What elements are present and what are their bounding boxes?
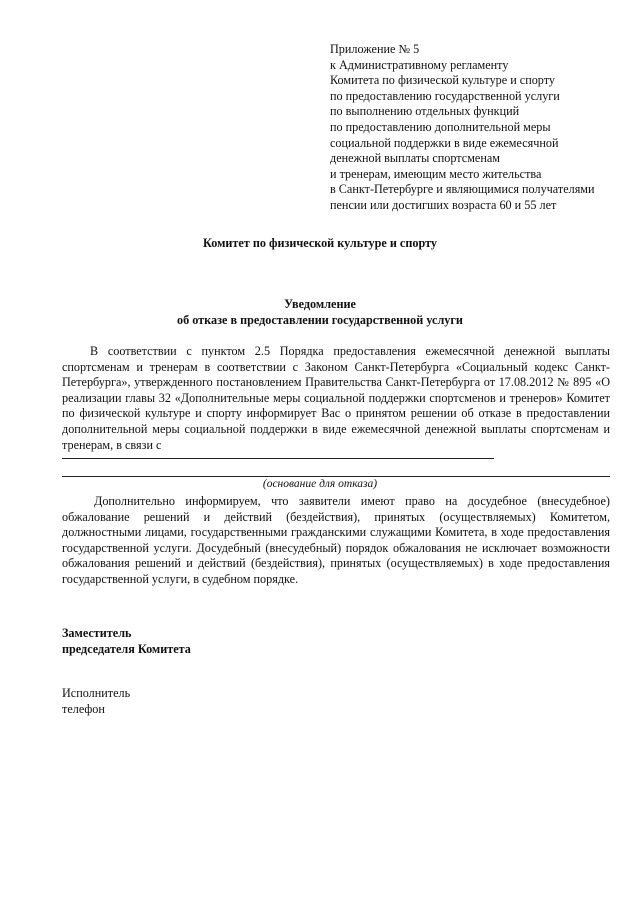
notice-paragraph-1: В соответствии с пунктом 2.5 Порядка предоставления ежемесячной денежной выплаты спортсменам и тренерам в соответствии с Законом Санкт-Петербурга «Социальный кодекс Санкт-Петербурга», утвержденного постановлением Правительства Санкт-Петербурга от 17.08.2012 № 895 «О реализации главы 32 «Дополнительные меры социальной поддержки спортсменов и тренеров» Комитет по физической культуре и спорту информирует Вас о принятом решении об отказе в предоставлении дополнительной меры социальной поддержки в виде ежемесячной денежной выплаты спортсменам и тренерам, в связи с (62, 344, 610, 452)
appendix-line: по выполнению отдельных функций (330, 104, 520, 119)
notice-title-line1: Уведомление (284, 297, 356, 311)
committee-title: Комитет по физической культуре и спорту (203, 236, 437, 250)
appendix-line: Комитета по физической культуре и спорту (330, 73, 555, 88)
appendix-line: по предоставлению государственной услуги (330, 88, 560, 103)
signature-position-line2: председателя Комитета (62, 641, 191, 656)
signature-block (62, 626, 191, 657)
executor-block (62, 686, 130, 717)
appendix-line: в Санкт-Петербурге и являющимися получателями (330, 182, 595, 197)
notice-title-line2: об отказе в предоставлении государственной услуги (177, 312, 463, 327)
appendix-line: по предоставлению дополнительной меры (330, 119, 551, 134)
notice-paragraph-2: Дополнительно информируем, что заявители имеют право на досудебное (внесудебное) обжалование решений и действий (бездействия), принятых (осуществляемых) Комитетом, должностными лицами, государственными гражданскими служащими Комитета, в ходе предоставления государственной услуги. Досудебный (внесудебный) порядок обжалования не исключает возможности обжалования решений и действий (бездействия), принятых (осуществляемых) в ходе предоставления государственной услуги, в судебном порядке. (62, 494, 610, 586)
phone-label: телефон (62, 701, 105, 716)
reason-fill-line-full (62, 476, 610, 477)
signature-position-line1: Заместитель (62, 626, 132, 640)
appendix-line: Приложение № 5 (330, 42, 420, 56)
notice-title (0, 297, 640, 328)
basis-caption: (основание для отказа) (262, 478, 378, 490)
appendix-line: социальной поддержки в виде ежемесячной (330, 135, 559, 150)
appendix-line: пенсии или достигших возраста 60 и 55 лет (330, 197, 557, 212)
appendix-line: к Административному регламенту (330, 57, 509, 72)
executor-label: Исполнитель (62, 686, 131, 700)
reason-fill-line (62, 458, 494, 459)
appendix-line: денежной выплаты спортсменам (330, 151, 500, 166)
appendix-line: и тренерам, имеющим место жительства (330, 166, 542, 181)
appendix-block (330, 42, 630, 214)
